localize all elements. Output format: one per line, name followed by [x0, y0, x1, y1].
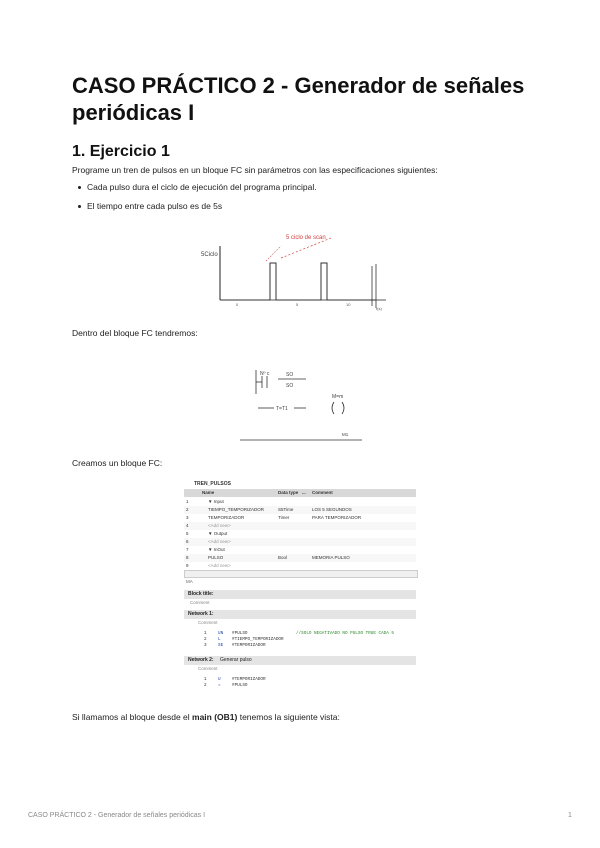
coil-icon	[342, 402, 344, 414]
code-line-number: 2	[204, 637, 207, 642]
code-operand: #PULSO	[232, 683, 248, 688]
data-type: Timer	[278, 515, 290, 520]
interface-table-row[interactable]	[184, 506, 416, 514]
row-number: 4	[186, 523, 189, 528]
interface-table-row[interactable]	[184, 546, 416, 554]
row-number: 5	[186, 531, 189, 536]
network-2-header[interactable]: Network 2: Generar pulso	[184, 656, 416, 665]
footer-title: CASO PRÁCTICO 2 - Generador de señales periódicas I	[28, 812, 206, 819]
code-operand: #TIEMPO_TEMPORIZADOR	[232, 637, 284, 642]
code-operand: #TEMPORIZADOR	[232, 677, 266, 682]
row-number: 6	[186, 539, 189, 544]
interface-table-row[interactable]	[184, 514, 416, 522]
timer-label: T=T1	[276, 406, 288, 412]
code-operator: L	[218, 637, 221, 642]
variable-name: <Add new>	[208, 523, 231, 528]
data-type: Bool	[278, 555, 288, 560]
tick-label: 5	[296, 302, 299, 307]
tick-label: 0	[236, 302, 239, 307]
horizontal-scrollbar[interactable]	[184, 570, 418, 578]
row-number: 1	[186, 499, 189, 504]
row-number: 2	[186, 507, 189, 512]
block-name: TREN_PULSOS	[194, 481, 231, 487]
annotation-text: 5 ciclo de scan	[286, 235, 326, 241]
axis-unit-label: t(s)	[376, 306, 382, 311]
bullet-text: Cada pulso dura el ciclo de ejecución del programa principal.	[87, 182, 317, 192]
bullet-text: El tiempo entre cada pulso es de 5s	[87, 201, 223, 211]
variable-name: ▼ Input	[208, 499, 224, 504]
network-label: M1	[342, 432, 349, 437]
variable-name: <Add new>	[208, 539, 231, 544]
variable-name: ▼ InOut	[208, 547, 225, 552]
row-number: 7	[186, 547, 189, 552]
pulse-signal	[220, 263, 376, 300]
column-header: Name	[202, 490, 215, 495]
main-ob1-text: Si llamamos al bloque desde el main (OB1) tenemos la siguiente vista:	[72, 712, 340, 722]
column-header: Comment	[312, 490, 333, 495]
column-header: ...	[302, 490, 306, 495]
column-header: Data type	[278, 490, 299, 495]
code-operator: =	[218, 683, 221, 688]
network-2-comment: Comment	[198, 666, 218, 671]
code-operand: #PULSO	[232, 631, 248, 636]
network-1-header[interactable]: Network 1:	[184, 610, 416, 619]
code-line-number: 1	[204, 677, 207, 682]
variable-name: PULSO	[208, 555, 224, 560]
annotation-arrow	[266, 246, 281, 261]
bullet-dot-icon	[78, 205, 81, 208]
tab-strip: MA	[186, 579, 193, 584]
create-fc-text: Creamos un bloque FC:	[72, 458, 163, 468]
interface-table-row[interactable]	[184, 530, 416, 538]
interface-table-row[interactable]	[184, 562, 416, 570]
block-title-bar: Block title:	[184, 590, 416, 599]
code-line-number: 1	[204, 631, 207, 636]
bullet-item	[78, 201, 222, 211]
interface-table-row[interactable]	[184, 554, 416, 562]
variable-name: TIEMPO_TEMPORIZADOR	[208, 507, 265, 512]
coil-icon	[332, 402, 334, 414]
variable-name: ▼ Output	[208, 531, 228, 536]
tia-portal-screenshot	[184, 478, 416, 692]
block-comment: Comment	[190, 600, 210, 605]
intro-text: Programe un tren de pulsos en un bloque FC sin parámetros con las especificaciones siguientes:	[72, 165, 438, 175]
bullet-dot-icon	[78, 186, 81, 189]
interface-table-header	[184, 489, 416, 497]
level-label: 5Ciclo	[201, 252, 218, 258]
row-number: 3	[186, 515, 189, 520]
page-title: CASO PRÁCTICO 2 - Generador de señales periódicas I	[72, 73, 525, 125]
tick-label: 10	[346, 302, 351, 307]
row-number: 9	[186, 563, 189, 568]
code-comment: //SOLO NEGATIVADO NO PULSO TRUE CADA 5	[296, 631, 394, 636]
data-type: S5Time	[278, 507, 294, 512]
network-1-comment: Comment	[198, 620, 218, 625]
code-line-number: 3	[204, 643, 207, 648]
code-operator: U	[218, 677, 221, 682]
variable-name: <Add new>	[208, 563, 231, 568]
interface-table-row[interactable]	[184, 498, 416, 506]
variable-comment: LOS 5 SEGUNDOS	[312, 507, 352, 512]
variable-comment: PARA TEMPORIZADOR	[312, 515, 362, 520]
fraction-top: SO	[286, 372, 294, 378]
variable-comment: MEMORIA PULSO	[312, 555, 350, 560]
row-number: 8	[186, 555, 189, 560]
annotation-arrow	[281, 238, 331, 258]
contact-label: Nº c	[260, 371, 270, 377]
coil-label: M=m	[332, 394, 344, 400]
fraction-bottom: SO	[286, 383, 294, 389]
code-operator: SE	[218, 643, 224, 648]
code-line-number: 2	[204, 683, 207, 688]
page-number: 1	[568, 812, 572, 819]
section-heading: 1. Ejercicio 1	[72, 143, 170, 160]
code-operator: UN	[218, 631, 224, 636]
pulse-train-figure	[196, 226, 406, 318]
variable-name: TEMPORIZADOR	[208, 515, 245, 520]
interface-table-row[interactable]	[184, 538, 416, 546]
interface-table-row[interactable]	[184, 522, 416, 530]
code-operand: #TEMPORIZADOR	[232, 643, 266, 648]
fc-block-text: Dentro del bloque FC tendremos:	[72, 328, 198, 338]
ladder-sketch	[234, 366, 374, 442]
bullet-item	[78, 182, 317, 192]
